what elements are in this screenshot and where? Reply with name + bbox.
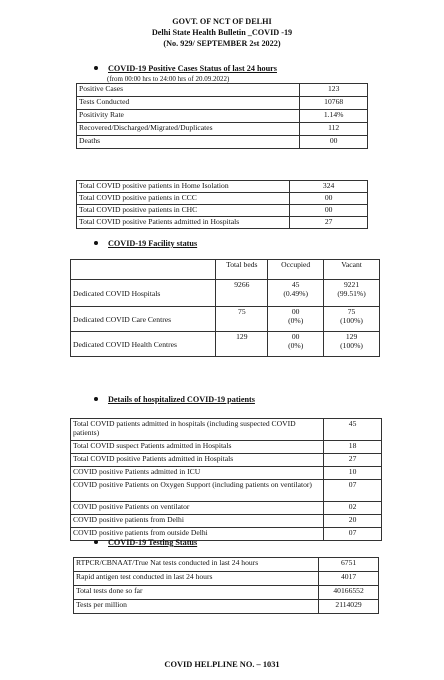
row-value: 18	[324, 441, 382, 454]
testing-table	[73, 557, 379, 614]
vacant-percent: (99.51%)	[337, 289, 366, 298]
column-header	[71, 260, 216, 280]
row-label: Positive Cases	[77, 84, 300, 97]
row-value: 10768	[300, 97, 368, 110]
table-row	[77, 205, 368, 217]
row-label: Total COVID positive patients in Home Isolation	[77, 181, 290, 193]
testing-heading	[94, 538, 197, 547]
table-row	[77, 123, 368, 136]
occupied-cell	[268, 280, 324, 307]
table-row	[74, 586, 379, 600]
row-label: Total COVID positive patients in CCC	[77, 193, 290, 205]
occupied-percent: (0.49%)	[283, 289, 309, 298]
table-row	[71, 467, 382, 480]
row-label: Dedicated COVID Health Centres	[71, 332, 216, 357]
table-row	[77, 97, 368, 110]
row-value: 00	[290, 205, 368, 217]
table-row	[74, 558, 379, 572]
table-row	[71, 280, 380, 307]
row-value: 20	[324, 515, 382, 528]
table-header-row	[71, 260, 380, 280]
positive-cases-heading-text: COVID-19 Positive Cases Status of last 24 hours	[108, 64, 277, 73]
row-value: 324	[290, 181, 368, 193]
occupied-cell	[268, 332, 324, 357]
row-label: Dedicated COVID Hospitals	[71, 280, 216, 307]
occupied-percent: (0%)	[288, 341, 304, 350]
row-value: 2114029	[319, 600, 379, 614]
row-value: 6751	[319, 558, 379, 572]
table-row	[71, 454, 382, 467]
row-label: Total COVID positive Patients admitted in Hospitals	[77, 217, 290, 229]
table-row	[77, 136, 368, 149]
helpline-footer: COVID HELPLINE NO. – 1031	[164, 660, 280, 669]
table-row	[71, 307, 380, 332]
row-value: 00	[290, 193, 368, 205]
row-label: COVID positive Patients on Oxygen Support (including patients on ventilator)	[71, 480, 324, 502]
row-value: 4017	[319, 572, 379, 586]
hospitalized-table	[70, 418, 382, 541]
facility-heading-text: COVID-19 Facility status	[108, 239, 198, 248]
positive-cases-table	[76, 83, 368, 149]
table-row	[71, 480, 382, 502]
row-label: Deaths	[77, 136, 300, 149]
table-row	[77, 181, 368, 193]
hospitalized-heading	[94, 395, 255, 404]
vacant-percent: (100%)	[340, 316, 363, 325]
row-label: Tests per million	[74, 600, 319, 614]
bullet-icon	[94, 66, 98, 70]
vacant-cell	[324, 280, 380, 307]
occupied-percent: (0%)	[288, 316, 304, 325]
table-row	[71, 332, 380, 357]
row-value: 45	[324, 419, 382, 441]
row-label: Positivity Rate	[77, 110, 300, 123]
title-bulletin: Delhi State Health Bulletin _COVID -19	[151, 28, 293, 37]
vacant-percent: (100%)	[340, 341, 363, 350]
occupied-count: 00	[291, 332, 300, 341]
row-label: Total COVID positive patients in CHC	[77, 205, 290, 217]
facility-heading	[94, 239, 197, 248]
row-label: Total COVID patients admitted in hospitals (including suspected COVID patients)	[71, 419, 324, 441]
table-row	[71, 515, 382, 528]
row-value: 112	[300, 123, 368, 136]
column-header: Occupied	[268, 260, 324, 280]
title-number: (No. 929/ SEPTEMBER 2st 2022)	[163, 39, 281, 48]
column-header: Total beds	[216, 260, 268, 280]
row-label: Recovered/Discharged/Migrated/Duplicates	[77, 123, 300, 136]
column-header: Vacant	[324, 260, 380, 280]
row-label: COVID positive Patients on ventilator	[71, 502, 324, 515]
row-value: 40166552	[319, 586, 379, 600]
table-row	[77, 110, 368, 123]
vacant-count: 129	[345, 332, 358, 341]
positive-cases-subheading: (from 00:00 hrs to 24:00 hrs of 20.09.2022)	[107, 75, 230, 83]
row-label: Tests Conducted	[77, 97, 300, 110]
table-row	[71, 502, 382, 515]
row-value: 123	[300, 84, 368, 97]
occupied-count: 00	[291, 307, 300, 316]
row-value: 07	[324, 528, 382, 541]
row-label: COVID positive patients from Delhi	[71, 515, 324, 528]
row-value: 1.14%	[300, 110, 368, 123]
row-label: COVID positive Patients admitted in ICU	[71, 467, 324, 480]
total-beds: 129	[216, 332, 268, 357]
row-value: 02	[324, 502, 382, 515]
row-value: 27	[290, 217, 368, 229]
vacant-count: 75	[347, 307, 356, 316]
row-value: 07	[324, 480, 382, 502]
vacant-count: 9221	[343, 280, 360, 289]
row-label: Total COVID positive Patients admitted in Hospitals	[71, 454, 324, 467]
vacant-cell	[324, 307, 380, 332]
title-govt: GOVT. OF NCT OF DELHI	[172, 17, 272, 26]
isolation-table	[76, 180, 368, 229]
table-row	[71, 419, 382, 441]
hospitalized-heading-text: Details of hospitalized COVID-19 patients	[108, 395, 255, 404]
table-row	[77, 84, 368, 97]
table-row	[74, 572, 379, 586]
positive-cases-heading	[94, 64, 277, 73]
table-row	[77, 193, 368, 205]
row-label: Rapid antigen test conducted in last 24 hours	[74, 572, 319, 586]
occupied-cell	[268, 307, 324, 332]
occupied-count: 45	[291, 280, 300, 289]
bullet-icon	[94, 540, 98, 544]
row-label: COVID positive patients from outside Delhi	[71, 528, 324, 541]
row-value: 00	[300, 136, 368, 149]
vacant-cell	[324, 332, 380, 357]
table-row	[77, 217, 368, 229]
total-beds: 9266	[216, 280, 268, 307]
table-row	[71, 441, 382, 454]
row-value: 10	[324, 467, 382, 480]
table-row	[74, 600, 379, 614]
total-beds: 75	[216, 307, 268, 332]
row-label: Total COVID suspect Patients admitted in Hospitals	[71, 441, 324, 454]
facility-table	[70, 259, 380, 357]
testing-heading-text: COVID-19 Testing Status	[108, 538, 198, 547]
row-value: 27	[324, 454, 382, 467]
bullet-icon	[94, 241, 98, 245]
row-label: Dedicated COVID Care Centres	[71, 307, 216, 332]
row-label: Total tests done so far	[74, 586, 319, 600]
row-label: RTPCR/CBNAAT/True Nat tests conducted in last 24 hours	[74, 558, 319, 572]
bullet-icon	[94, 397, 98, 401]
